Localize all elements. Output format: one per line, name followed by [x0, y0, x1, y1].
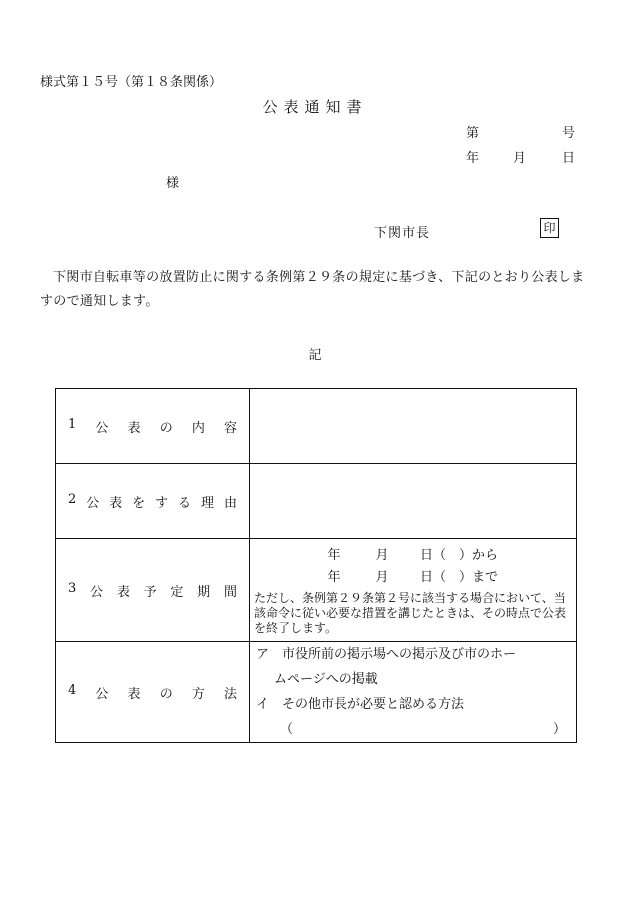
period-proviso: ただし、条例第２９条第２号に該当する場合において、当該命令に従い必要な措置を講じたときは、その時点で公表を終了します。 — [254, 590, 567, 635]
table-row-period — [56, 539, 577, 642]
paren-close: ） — [552, 722, 566, 737]
date-year: 年 — [466, 151, 480, 166]
table-row-method — [56, 642, 577, 743]
method-i-line: イ その他市長が必要と認める方法 — [256, 697, 465, 712]
mayor-title: 下関市長 — [374, 226, 431, 241]
label-period: 3 公 表 予 定 期 間 — [68, 580, 237, 600]
period-from-line: 年 月 日（ ）から — [327, 547, 499, 563]
number-dai: 第 — [466, 126, 480, 141]
paren-open: （ — [280, 722, 294, 737]
addressee-sama: 様 — [166, 176, 180, 191]
value-cell-reason[interactable] — [250, 464, 577, 539]
date-day: 日 — [562, 151, 576, 166]
value-cell-method — [250, 642, 577, 743]
label-cell-method — [56, 642, 250, 743]
seal-mark: 印 — [540, 218, 559, 238]
period-to-line: 年 月 日（ ）まで — [327, 569, 499, 585]
document-title: 公表通知書 — [262, 98, 368, 116]
table-row-content — [56, 389, 577, 464]
ki-heading: 記 — [308, 348, 322, 363]
label-cell-period — [56, 539, 250, 642]
number-go: 号 — [562, 126, 576, 141]
value-cell-period[interactable] — [250, 539, 577, 642]
label-reason: 2 公 表 を す る 理 由 — [68, 491, 237, 511]
label-cell-reason — [56, 464, 250, 539]
value-cell-content[interactable] — [250, 389, 577, 464]
notice-table — [55, 388, 577, 743]
method-a-line1: ア 市役所前の掲示場への掲示及び市のホー — [256, 647, 517, 662]
date-month: 月 — [513, 151, 527, 166]
table-row-reason — [56, 464, 577, 539]
label-method: 4 公 表 の 方 法 — [68, 682, 237, 702]
notice-body: 下関市自転車等の放置防止に関する条例第２９条の規定に基づき、下記のとおり公表しますので通知します。 — [40, 270, 585, 309]
method-a-line2: ムページへの掲載 — [274, 672, 378, 687]
form-number: 様式第１５号（第１８条関係） — [40, 75, 223, 90]
method-other-blank[interactable] — [250, 717, 576, 742]
label-cell-content — [56, 389, 250, 464]
label-content: 1 公 表 の 内 容 — [68, 416, 237, 436]
